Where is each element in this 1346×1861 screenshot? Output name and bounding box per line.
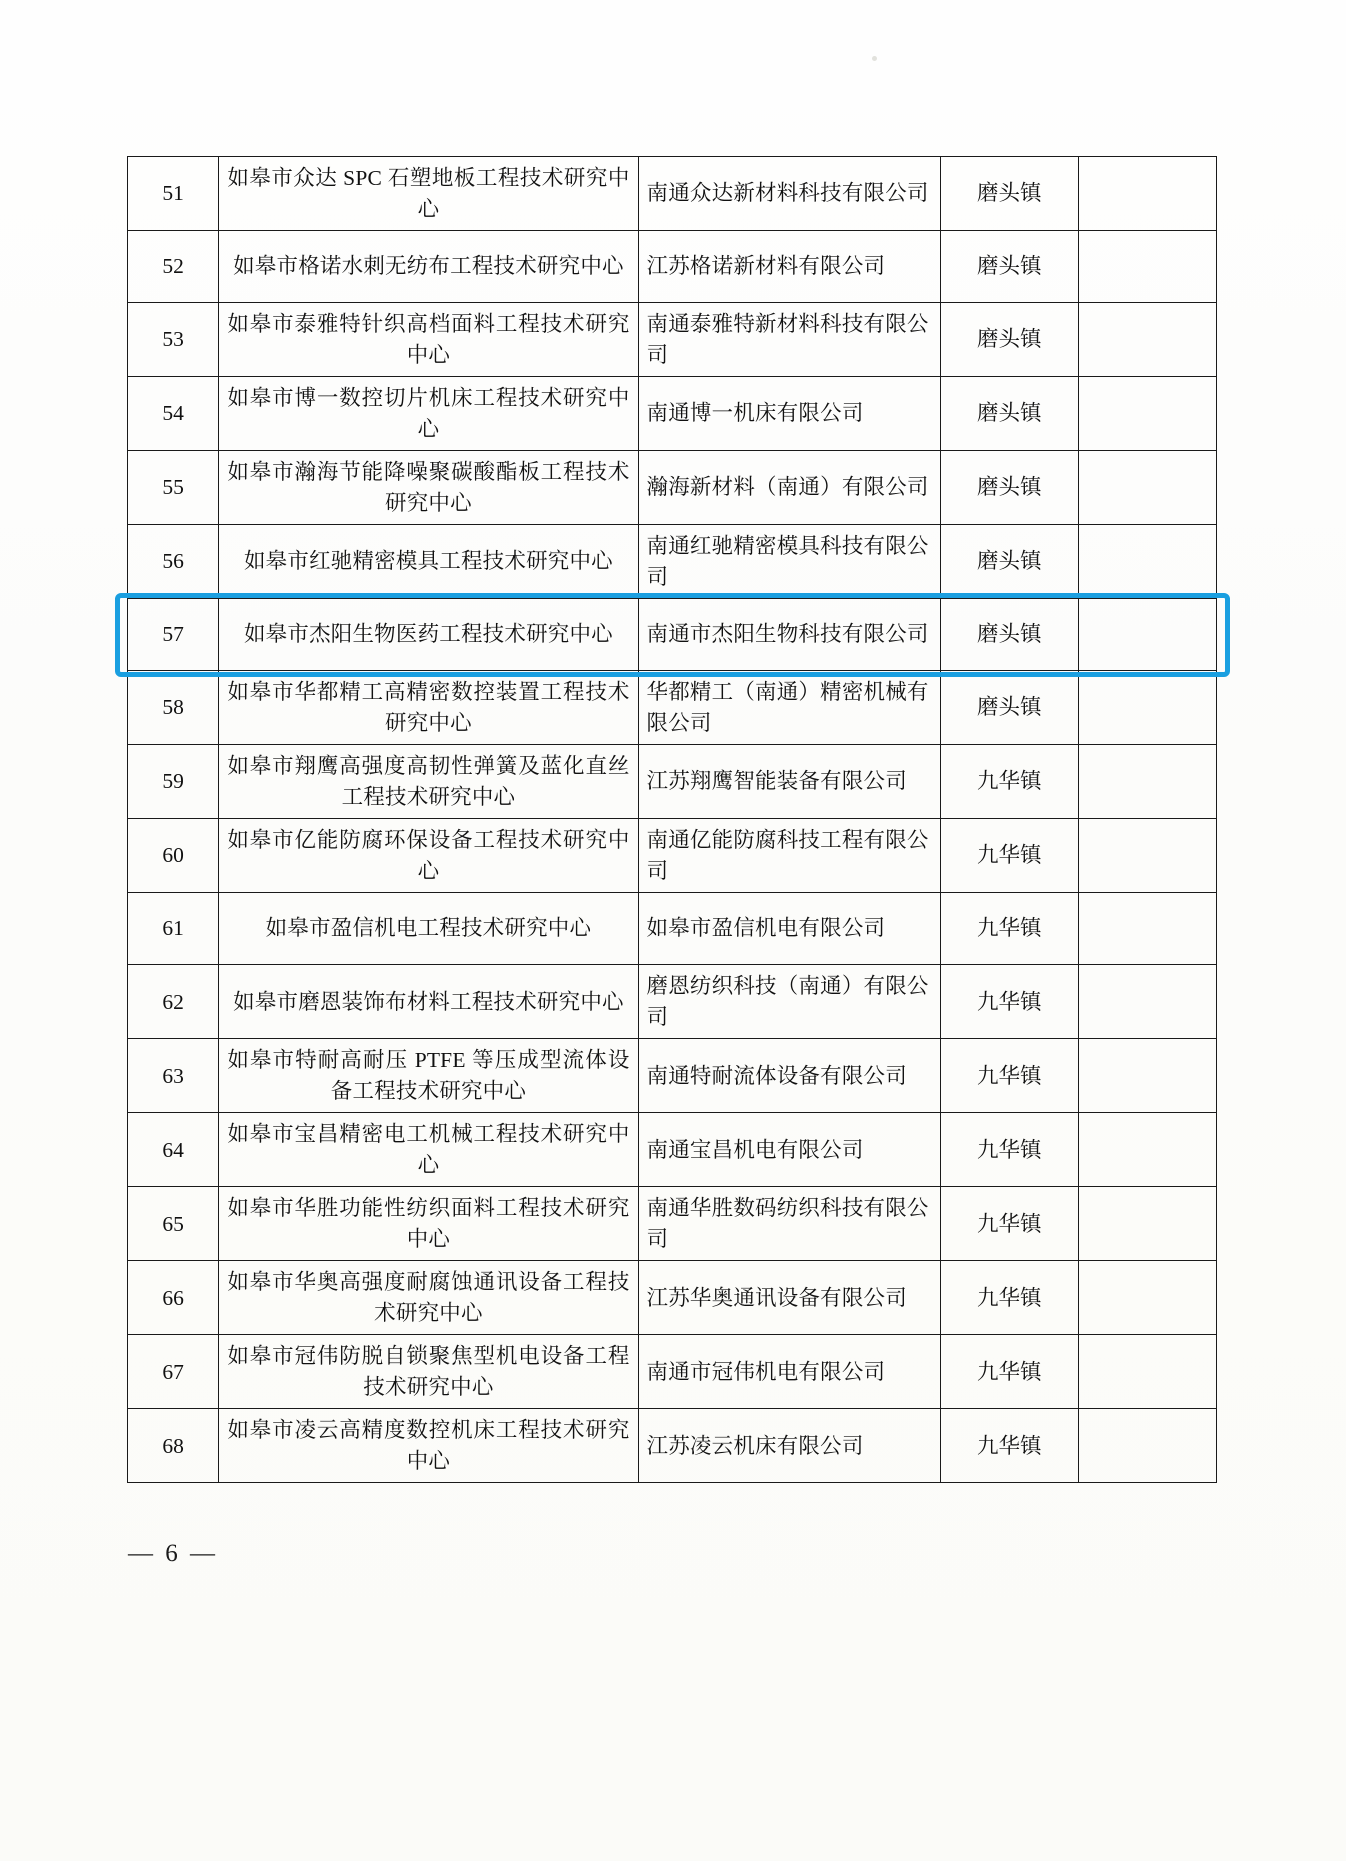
table-row [128,303,1217,377]
center-name-cell: 如皋市亿能防腐环保设备工程技术研究中心 [219,819,638,893]
table-row [128,1187,1217,1261]
town-cell: 磨头镇 [940,451,1078,525]
table-row [128,1409,1217,1483]
table-body [128,157,1217,1483]
row-number-cell: 58 [128,671,219,745]
table-row [128,819,1217,893]
remarks-cell [1078,599,1216,671]
center-name-cell: 如皋市翔鹰高强度高韧性弹簧及蓝化直丝工程技术研究中心 [219,745,638,819]
town-cell: 磨头镇 [940,231,1078,303]
supporting-unit-cell: 瀚海新材料（南通）有限公司 [638,451,940,525]
remarks-cell [1078,1113,1216,1187]
table-row [128,1039,1217,1113]
center-name-cell: 如皋市华胜功能性纺织面料工程技术研究中心 [219,1187,638,1261]
center-name-cell: 如皋市凌云高精度数控机床工程技术研究中心 [219,1409,638,1483]
center-name-cell: 如皋市冠伟防脱自锁聚焦型机电设备工程技术研究中心 [219,1335,638,1409]
remarks-cell [1078,1187,1216,1261]
remarks-cell [1078,451,1216,525]
supporting-unit-cell: 南通亿能防腐科技工程有限公司 [638,819,940,893]
town-cell: 磨头镇 [940,157,1078,231]
town-cell: 九华镇 [940,1409,1078,1483]
town-cell: 磨头镇 [940,303,1078,377]
row-number-cell: 59 [128,745,219,819]
town-cell: 九华镇 [940,1261,1078,1335]
supporting-unit-cell: 磨恩纺织科技（南通）有限公司 [638,965,940,1039]
page-number: — 6 — [128,1540,218,1567]
row-number-cell: 57 [128,599,219,671]
row-number-cell: 52 [128,231,219,303]
center-name-cell: 如皋市众达 SPC 石塑地板工程技术研究中心 [219,157,638,231]
town-cell: 九华镇 [940,965,1078,1039]
center-name-cell: 如皋市华都精工高精密数控装置工程技术研究中心 [219,671,638,745]
remarks-cell [1078,819,1216,893]
engineering-centers-table [127,156,1217,1483]
row-number-cell: 61 [128,893,219,965]
engineering-centers-table-container [127,156,1217,1483]
table-row [128,893,1217,965]
center-name-cell: 如皋市杰阳生物医药工程技术研究中心 [219,599,638,671]
row-number-cell: 68 [128,1409,219,1483]
supporting-unit-cell: 江苏华奥通讯设备有限公司 [638,1261,940,1335]
row-number-cell: 67 [128,1335,219,1409]
row-number-cell: 60 [128,819,219,893]
table-row [128,671,1217,745]
supporting-unit-cell: 华都精工（南通）精密机械有限公司 [638,671,940,745]
table-row [128,525,1217,599]
center-name-cell: 如皋市华奥高强度耐腐蚀通讯设备工程技术研究中心 [219,1261,638,1335]
table-row [128,965,1217,1039]
remarks-cell [1078,965,1216,1039]
remarks-cell [1078,377,1216,451]
table-row [128,1113,1217,1187]
center-name-cell: 如皋市泰雅特针织高档面料工程技术研究中心 [219,303,638,377]
row-number-cell: 64 [128,1113,219,1187]
center-name-cell: 如皋市宝昌精密电工机械工程技术研究中心 [219,1113,638,1187]
row-number-cell: 51 [128,157,219,231]
remarks-cell [1078,745,1216,819]
remarks-cell [1078,303,1216,377]
town-cell: 九华镇 [940,1187,1078,1261]
supporting-unit-cell: 南通特耐流体设备有限公司 [638,1039,940,1113]
supporting-unit-cell: 南通宝昌机电有限公司 [638,1113,940,1187]
row-number-cell: 63 [128,1039,219,1113]
row-number-cell: 66 [128,1261,219,1335]
center-name-cell: 如皋市博一数控切片机床工程技术研究中心 [219,377,638,451]
table-row [128,1335,1217,1409]
remarks-cell [1078,157,1216,231]
remarks-cell [1078,893,1216,965]
remarks-cell [1078,1039,1216,1113]
supporting-unit-cell: 南通市冠伟机电有限公司 [638,1335,940,1409]
remarks-cell [1078,1335,1216,1409]
center-name-cell: 如皋市红驰精密模具工程技术研究中心 [219,525,638,599]
center-name-cell: 如皋市盈信机电工程技术研究中心 [219,893,638,965]
remarks-cell [1078,525,1216,599]
row-number-cell: 54 [128,377,219,451]
table-row [128,1261,1217,1335]
row-number-cell: 55 [128,451,219,525]
row-number-cell: 56 [128,525,219,599]
supporting-unit-cell: 南通市杰阳生物科技有限公司 [638,599,940,671]
paper-speck [872,56,877,61]
town-cell: 九华镇 [940,893,1078,965]
table-row [128,377,1217,451]
town-cell: 磨头镇 [940,377,1078,451]
table-row [128,451,1217,525]
table-row [128,231,1217,303]
supporting-unit-cell: 南通红驰精密模具科技有限公司 [638,525,940,599]
town-cell: 九华镇 [940,1113,1078,1187]
town-cell: 九华镇 [940,819,1078,893]
town-cell: 磨头镇 [940,599,1078,671]
center-name-cell: 如皋市格诺水刺无纺布工程技术研究中心 [219,231,638,303]
center-name-cell: 如皋市特耐高耐压 PTFE 等压成型流体设备工程技术研究中心 [219,1039,638,1113]
table-row [128,157,1217,231]
town-cell: 九华镇 [940,1039,1078,1113]
remarks-cell [1078,231,1216,303]
center-name-cell: 如皋市瀚海节能降噪聚碳酸酯板工程技术研究中心 [219,451,638,525]
town-cell: 九华镇 [940,1335,1078,1409]
town-cell: 九华镇 [940,745,1078,819]
remarks-cell [1078,1261,1216,1335]
center-name-cell: 如皋市磨恩装饰布材料工程技术研究中心 [219,965,638,1039]
supporting-unit-cell: 南通博一机床有限公司 [638,377,940,451]
supporting-unit-cell: 南通华胜数码纺织科技有限公司 [638,1187,940,1261]
row-number-cell: 62 [128,965,219,1039]
row-number-cell: 53 [128,303,219,377]
supporting-unit-cell: 江苏凌云机床有限公司 [638,1409,940,1483]
row-number-cell: 65 [128,1187,219,1261]
supporting-unit-cell: 南通众达新材料科技有限公司 [638,157,940,231]
supporting-unit-cell: 南通泰雅特新材料科技有限公司 [638,303,940,377]
supporting-unit-cell: 如皋市盈信机电有限公司 [638,893,940,965]
town-cell: 磨头镇 [940,671,1078,745]
table-row [128,745,1217,819]
town-cell: 磨头镇 [940,525,1078,599]
supporting-unit-cell: 江苏翔鹰智能装备有限公司 [638,745,940,819]
remarks-cell [1078,671,1216,745]
supporting-unit-cell: 江苏格诺新材料有限公司 [638,231,940,303]
table-row [128,599,1217,671]
remarks-cell [1078,1409,1216,1483]
